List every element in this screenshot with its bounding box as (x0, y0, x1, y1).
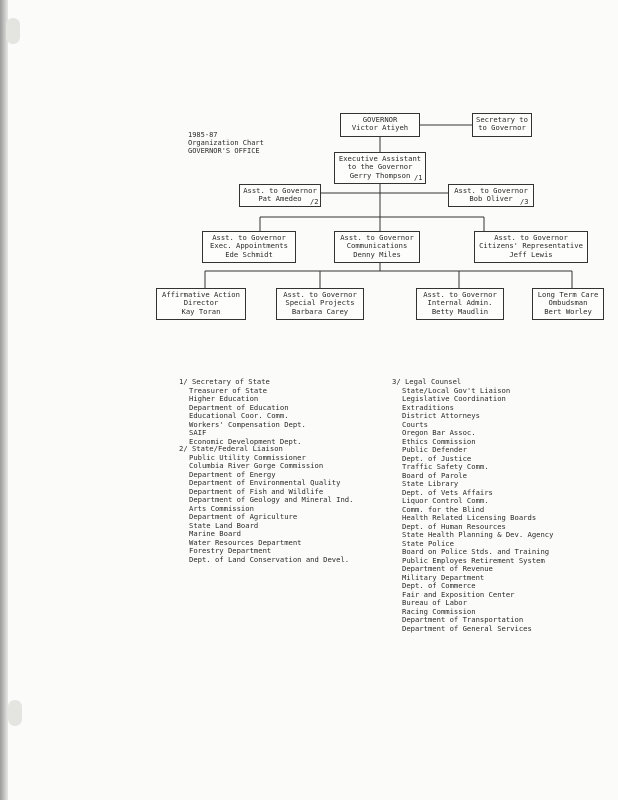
oliver-name: Bob Oliver (469, 194, 513, 204)
toran-line-1: Affirmative Action (162, 290, 240, 299)
amedeo-footnote-ref: /2 (310, 198, 319, 206)
list-item: Workers' Compensation Dept. (189, 419, 306, 429)
worley-name: Bert Worley (544, 306, 592, 316)
miles-line-1: Asst. to Governor (340, 233, 414, 242)
amedeo-name: Pat Amedeo (258, 194, 302, 204)
list-item: Department of Revenue (402, 564, 493, 573)
title-line-3: GOVERNOR'S OFFICE (188, 147, 260, 155)
list-item: Dept. of Justice (402, 453, 472, 463)
footnote-2-heading: 2/ State/Federal Liaison (179, 444, 283, 453)
footnote-3-heading: 3/ Legal Counsel (392, 377, 462, 386)
miles-line-2: Communications (346, 241, 408, 251)
executive-assistant-box (334, 152, 426, 184)
exec-line-2: to the Governor (347, 162, 413, 172)
list-item: Dept. of Land Conservation and Devel. (189, 554, 350, 564)
schmidt-box (202, 231, 296, 263)
list-item: Board of Parole (402, 470, 467, 480)
amedeo-line-1: Asst. to Governor (243, 186, 317, 195)
list-item: Comm. for the Blind (402, 504, 485, 514)
list-item: Higher Education (189, 394, 259, 403)
list-item: Dept. of Commerce (402, 581, 476, 590)
list-item: Military Department (402, 572, 485, 582)
list-item: Marine Board (189, 529, 241, 538)
toran-line-2: Director (183, 298, 219, 308)
footnote-1-list (179, 378, 306, 446)
schmidt-name: Ede Schmidt (225, 249, 273, 259)
list-item: Department of Environmental Quality (189, 478, 341, 487)
list-item: Forestry Department (189, 546, 272, 555)
governor-title: GOVERNOR (362, 115, 398, 124)
footnote-1-heading: 1/ Secretary of State (179, 377, 270, 386)
list-item: Public Employes Retirement System (402, 555, 545, 565)
carey-name: Barbara Carey (291, 306, 349, 316)
list-item: Racing Commission (402, 606, 476, 616)
list-item: Treasurer of State (189, 385, 267, 395)
amedeo-box (239, 184, 321, 207)
list-item: State Health Planning & Dev. Agency (402, 530, 554, 539)
title-year: 1985-87 (188, 131, 218, 139)
list-item: Courts (402, 419, 428, 429)
list-item: Dept. of Human Resources (402, 521, 506, 531)
secretary-line-1: Secretary to (476, 115, 528, 124)
list-item: Economic Development Dept. (189, 436, 302, 446)
list-item: SAIF (189, 428, 207, 437)
miles-box (334, 231, 420, 263)
maudlin-name: Betty Maudlin (431, 306, 489, 316)
exec-name: Gerry Thompson (349, 170, 411, 180)
list-item: Department of Energy (189, 469, 276, 479)
secretary-line-2: to Governor (478, 123, 526, 133)
list-item: State/Local Gov't Liaison (402, 385, 511, 395)
lewis-name: Jeff Lewis (509, 249, 553, 259)
oliver-line-1: Asst. to Governor (454, 186, 528, 195)
list-item: Arts Commission (189, 503, 254, 513)
list-item: Department of Geology and Mineral Ind. (189, 495, 354, 504)
list-item: Columbia River Gorge Commission (189, 461, 324, 470)
oliver-footnote-ref: /3 (520, 198, 529, 206)
worley-line-1: Long Term Care (537, 290, 599, 299)
list-item: District Attorneys (402, 411, 480, 420)
maudlin-line-2: Internal Admin. (427, 298, 493, 308)
carey-box (276, 288, 364, 320)
exec-line-1: Executive Assistant (338, 154, 422, 163)
carey-line-2: Special Projects (285, 298, 355, 308)
governor-box (340, 113, 420, 137)
list-item: State Library (402, 479, 459, 488)
title-line-2: Organization Chart (188, 139, 264, 147)
list-item: Public Defender (402, 445, 467, 454)
list-item: Oregon Bar Assoc. (402, 428, 476, 437)
worley-box (532, 288, 604, 320)
lewis-box (474, 231, 588, 263)
worley-line-2: Ombudsman (548, 298, 588, 308)
list-item: Water Resources Department (189, 537, 302, 547)
miles-name: Denny Miles (353, 249, 401, 259)
list-item: Department of Education (189, 402, 289, 412)
schmidt-line-2: Exec. Appointments (210, 241, 288, 251)
list-item: Ethics Commission (402, 436, 476, 446)
toran-name: Kay Toran (181, 306, 221, 316)
toran-box (156, 288, 246, 320)
list-item: State Land Board (189, 520, 259, 530)
lewis-line-1: Asst. to Governor (494, 233, 568, 242)
carey-line-1: Asst. to Governor (283, 290, 357, 299)
list-item: Board on Police Stds. and Training (402, 547, 550, 556)
list-item: Department of Agriculture (189, 512, 298, 521)
list-item: Educational Coor. Comm. (189, 411, 289, 420)
secretary-box (472, 113, 532, 137)
list-item: Liquor Control Comm. (402, 496, 489, 505)
list-item: Fair and Exposition Center (402, 589, 515, 599)
maudlin-box (416, 288, 504, 320)
list-item: Bureau of Labor (402, 598, 467, 607)
list-item: Health Related Licensing Boards (402, 513, 537, 522)
schmidt-line-1: Asst. to Governor (212, 233, 286, 242)
footnote-2-list (179, 445, 353, 564)
maudlin-line-1: Asst. to Governor (423, 290, 497, 299)
list-item: State Police (402, 538, 454, 548)
list-item: Department of General Services (402, 623, 532, 633)
list-item: Legislative Coordination (402, 394, 506, 403)
list-item: Traffic Safety Comm. (402, 462, 489, 471)
list-item: Extraditions (402, 402, 454, 412)
footnote-3-list (392, 378, 553, 633)
exec-footnote-ref: /1 (414, 174, 423, 182)
governor-name: Victor Atiyeh (351, 123, 409, 133)
lewis-line-2: Citizens' Representative (479, 241, 583, 251)
list-item: Department of Fish and Wildlife (189, 486, 324, 496)
list-item: Dept. of Vets Affairs (402, 487, 493, 497)
list-item: Public Utility Commissioner (189, 452, 306, 462)
list-item: Department of Transportation (402, 615, 524, 624)
